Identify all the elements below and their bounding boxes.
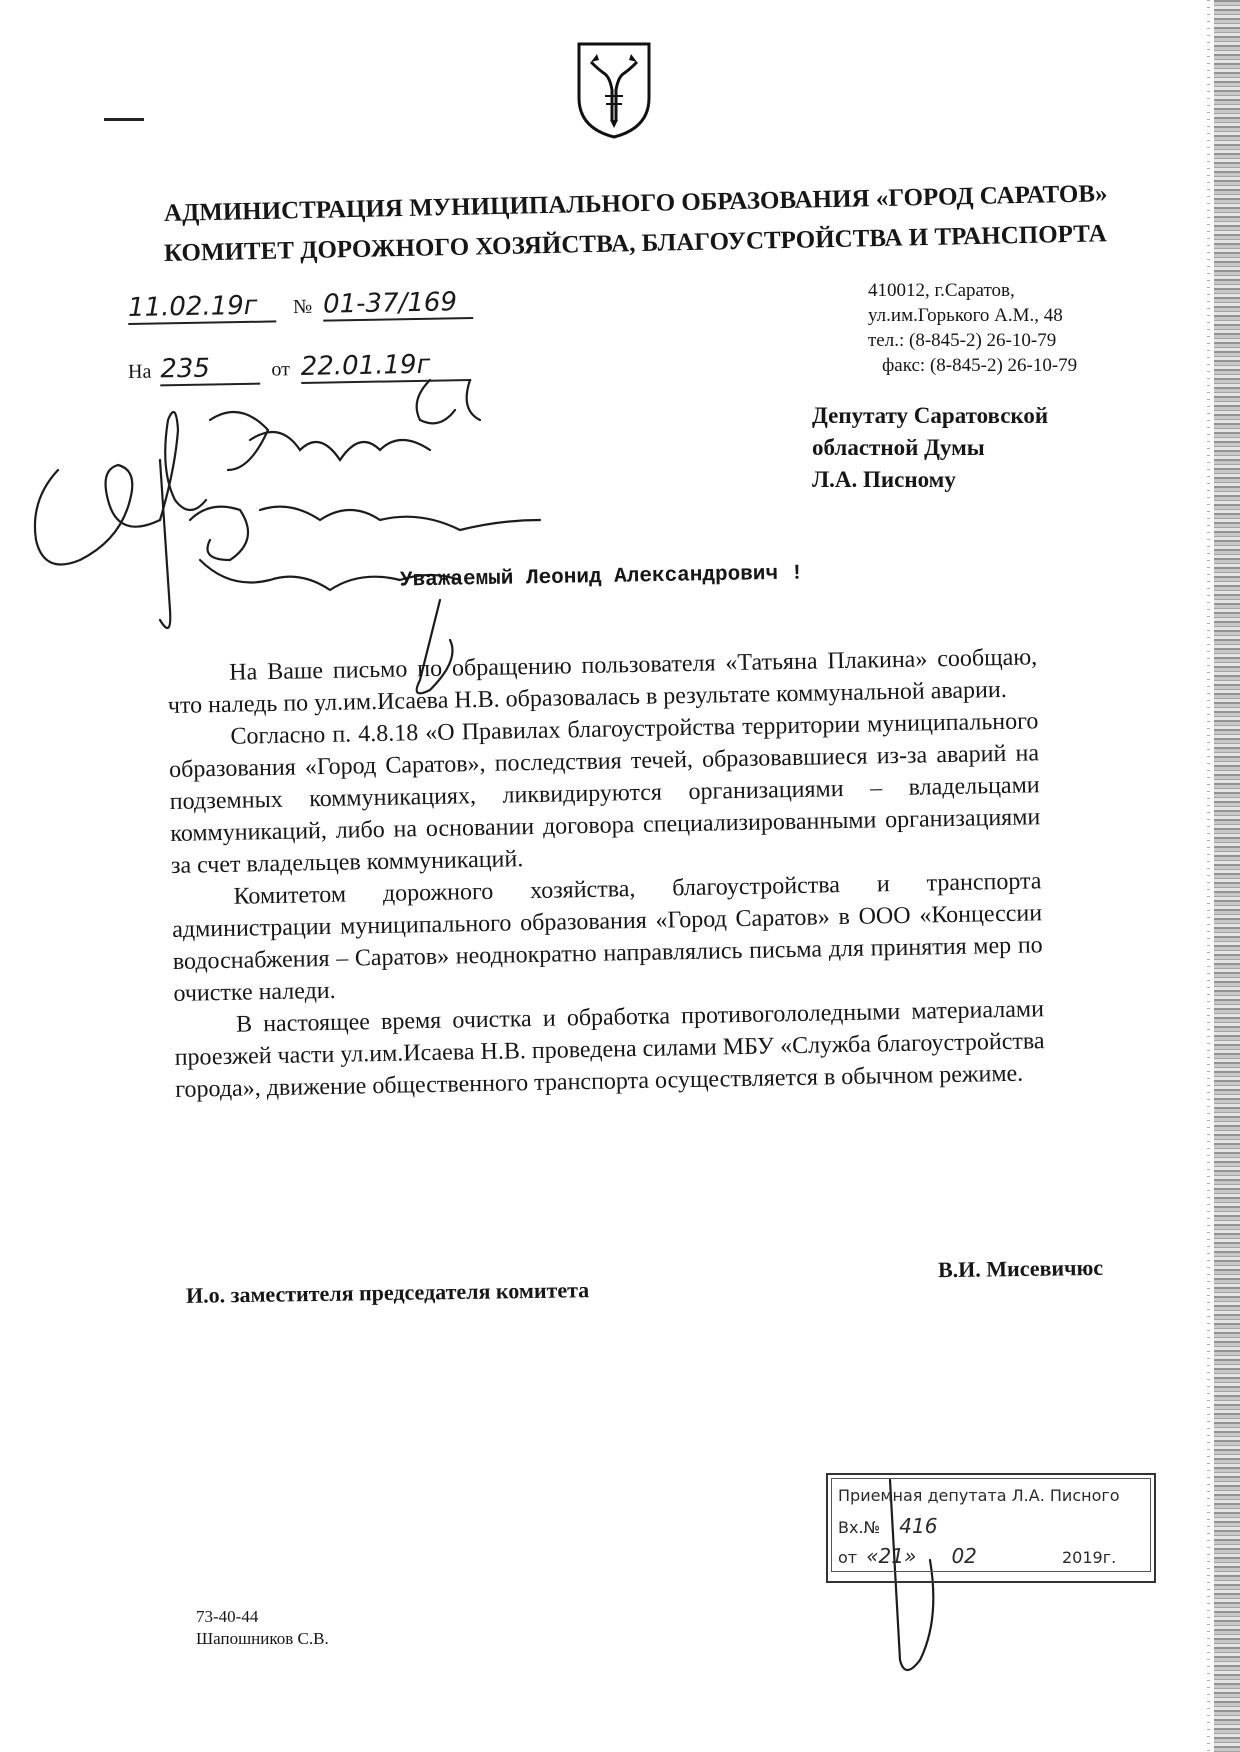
scan-edge-artifact-line [1207, 0, 1210, 1752]
signatory-name: В.И. Мисевичюс [937, 1254, 1104, 1283]
committee-title: КОМИТЕТ ДОРОЖНОГО ХОЗЯЙСТВА, БЛАГОУСТРОЙСТВА И ТРАНСПОРТА [163, 220, 1107, 267]
body-paragraph: Комитетом дорожного хозяйства, благоустройства и транспорта администрации муниципального образования «Город Саратов» в ООО «Концессии водоснабжения – Саратов» неоднократно направлялись письма для принятия мер по очистке наледи. [171, 868, 1043, 1007]
stamp-in-row [838, 1511, 1144, 1541]
from-label: от [271, 358, 291, 381]
letter-body [167, 641, 1045, 1106]
scan-edge-artifact [1214, 0, 1240, 1752]
stamp-month: 02 [951, 1544, 977, 1568]
ref-label: На [127, 360, 152, 383]
stamp-date-label: от [838, 1548, 858, 1567]
saratov-coat-of-arms-icon [575, 40, 653, 140]
executor-block [196, 1606, 329, 1650]
stamp-title: Приемная депутата Л.А. Писного [838, 1486, 1120, 1505]
incoming-ref-row [128, 349, 471, 387]
recipient-block [812, 400, 1048, 496]
registration-stamp [826, 1473, 1156, 1583]
body-paragraph: В настоящее время очистка и обработка противогололедными материалами проезжей части ул.им.Исаева Н.В. проведена силами МБУ «Служба благоустройства города», движение общественного транспорта осуществляется в обычном режиме. [174, 996, 1045, 1103]
address-line: 410012, г.Саратов, [868, 280, 1015, 301]
signatory-role: И.о. заместителя председателя комитета [185, 1277, 590, 1308]
executor-name: Шапошников С.В. [196, 1629, 329, 1648]
outgoing-number: 01-37/169 [323, 287, 474, 322]
outgoing-ref-row [128, 287, 474, 325]
stamp-in-label: Вх.№ [838, 1518, 881, 1537]
outgoing-date: 11.02.19г [128, 290, 277, 325]
recipient-line: Депутату Саратовской [812, 403, 1049, 428]
margin-dash-mark [104, 118, 144, 121]
address-line: тел.: (8-845-2) 26-10-79 [868, 330, 1057, 351]
stamp-year: 2019г. [1061, 1548, 1117, 1567]
salutation: Уважаемый Леонид Александрович ! [399, 562, 804, 593]
body-paragraph: На Ваше письмо по обращению пользователя «Татьяна Плакина» сообщаю, что наледь по ул.им.Исаева Н.В. образовалась в результате коммунальной аварии. [167, 644, 1038, 719]
number-label: № [292, 295, 313, 319]
incoming-date: 22.01.19г [301, 349, 472, 384]
organization-title: АДМИНИСТРАЦИЯ МУНИЦИПАЛЬНОГО ОБРАЗОВАНИЯ «ГОРОД САРАТОВ» [163, 180, 1108, 227]
stamp-date-row [838, 1541, 1144, 1571]
recipient-line: областной Думы [812, 435, 985, 460]
recipient-line: Л.А. Писному [812, 467, 956, 492]
stamp-day: «21» [866, 1544, 917, 1568]
address-line: ул.им.Горького А.М., 48 [868, 305, 1063, 326]
sender-address [868, 278, 1077, 378]
address-line: факс: (8-845-2) 26-10-79 [882, 355, 1078, 376]
executor-phone: 73-40-44 [196, 1607, 259, 1626]
stamp-in-number: 416 [899, 1514, 938, 1538]
incoming-number: 235 [160, 353, 261, 387]
body-paragraph: Согласно п. 4.8.18 «О Правилах благоустройства территории муниципального образования «Город Саратов», последствия течей, образовавшиеся из-за аварий на подземных коммуникациях, ликвидируются организациями – владельцами коммуникаций, либо на основании договора специализированными организациями за счет владельцев коммуникаций. [168, 708, 1041, 879]
